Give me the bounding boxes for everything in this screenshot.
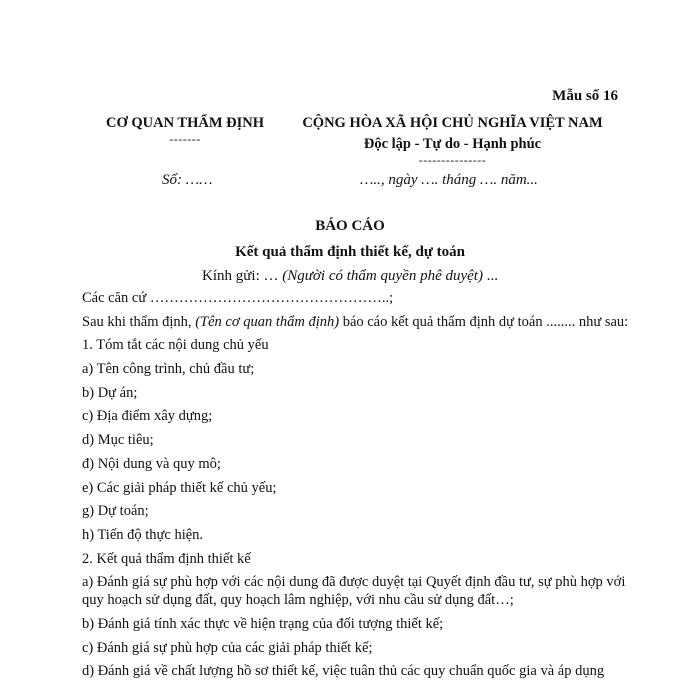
section-2-heading: 2. Kết quả thẩm định thiết kế: [82, 550, 251, 567]
intro-italic: (Tên cơ quan thẩm định): [195, 313, 340, 330]
recipient-prefix: Kính gửi: …: [202, 268, 283, 284]
report-body: [82, 289, 642, 686]
list-item: d) Đánh giá về chất lượng hồ sơ thiết kế, việc tuân thủ các quy chuẩn quốc gia và áp dụng: [82, 663, 605, 680]
national-separator: ---------------: [418, 153, 487, 167]
intro-paragraph: [82, 313, 642, 331]
list-item: a) Đánh giá sự phù hợp với các nội dung đã được duyệt tại Quyết định đầu tư, sự phù hợp với quy hoạch sử dụng đất, quy hoạch lâm nghiệp, với nhu cầu sử dụng đất…;: [82, 574, 626, 609]
section-1-heading: 1. Tóm tắt các nội dung chủ yếu: [82, 337, 269, 354]
list-item: h) Tiến độ thực hiện.: [82, 526, 204, 543]
report-subtitle: Kết quả thẩm định thiết kế, dự toán: [235, 244, 465, 260]
report-title: BÁO CÁO: [315, 218, 385, 234]
list-item: a) Tên công trình, chủ đầu tư;: [82, 361, 255, 378]
list-item: c) Địa điểm xây dựng;: [82, 408, 213, 425]
recipient-suffix: ...: [482, 268, 498, 284]
list-item: g) Dự toán;: [82, 503, 149, 520]
report-recipient: [0, 268, 700, 285]
list-item: b) Dự án;: [82, 384, 138, 401]
recipient-italic: (Người có thẩm quyền phê duyệt): [282, 268, 483, 284]
agency-separator: -------: [169, 132, 201, 146]
list-item: c) Đánh giá sự phù hợp của các giải pháp thiết kế;: [82, 639, 373, 656]
national-motto: Độc lập - Tự do - Hạnh phúc: [363, 136, 542, 152]
form-number: Mẫu số 16: [552, 88, 618, 104]
document-number: Số: ……: [162, 172, 213, 188]
national-header: [265, 113, 640, 165]
list-item: đ) Nội dung và quy mô;: [82, 455, 221, 472]
national-title: CỘNG HÒA XÃ HỘI CHỦ NGHĨA VIỆT NAM: [302, 115, 603, 131]
list-item: b) Đánh giá tính xác thực về hiện trạng của đối tượng thiết kế;: [82, 615, 444, 632]
intro-end: báo cáo kết quả thẩm định dự toán ........ như sau:: [339, 313, 629, 330]
intro-start: Sau khi thẩm định,: [82, 313, 196, 330]
agency-name: CƠ QUAN THẨM ĐỊNH: [105, 115, 265, 131]
list-item: e) Các giải pháp thiết kế chủ yếu;: [82, 479, 277, 496]
grounds-line: Các căn cứ …………………………………………..;: [82, 290, 394, 306]
list-item: d) Mục tiêu;: [82, 432, 154, 449]
document-date: ….., ngày …. tháng …. năm...: [360, 172, 538, 188]
